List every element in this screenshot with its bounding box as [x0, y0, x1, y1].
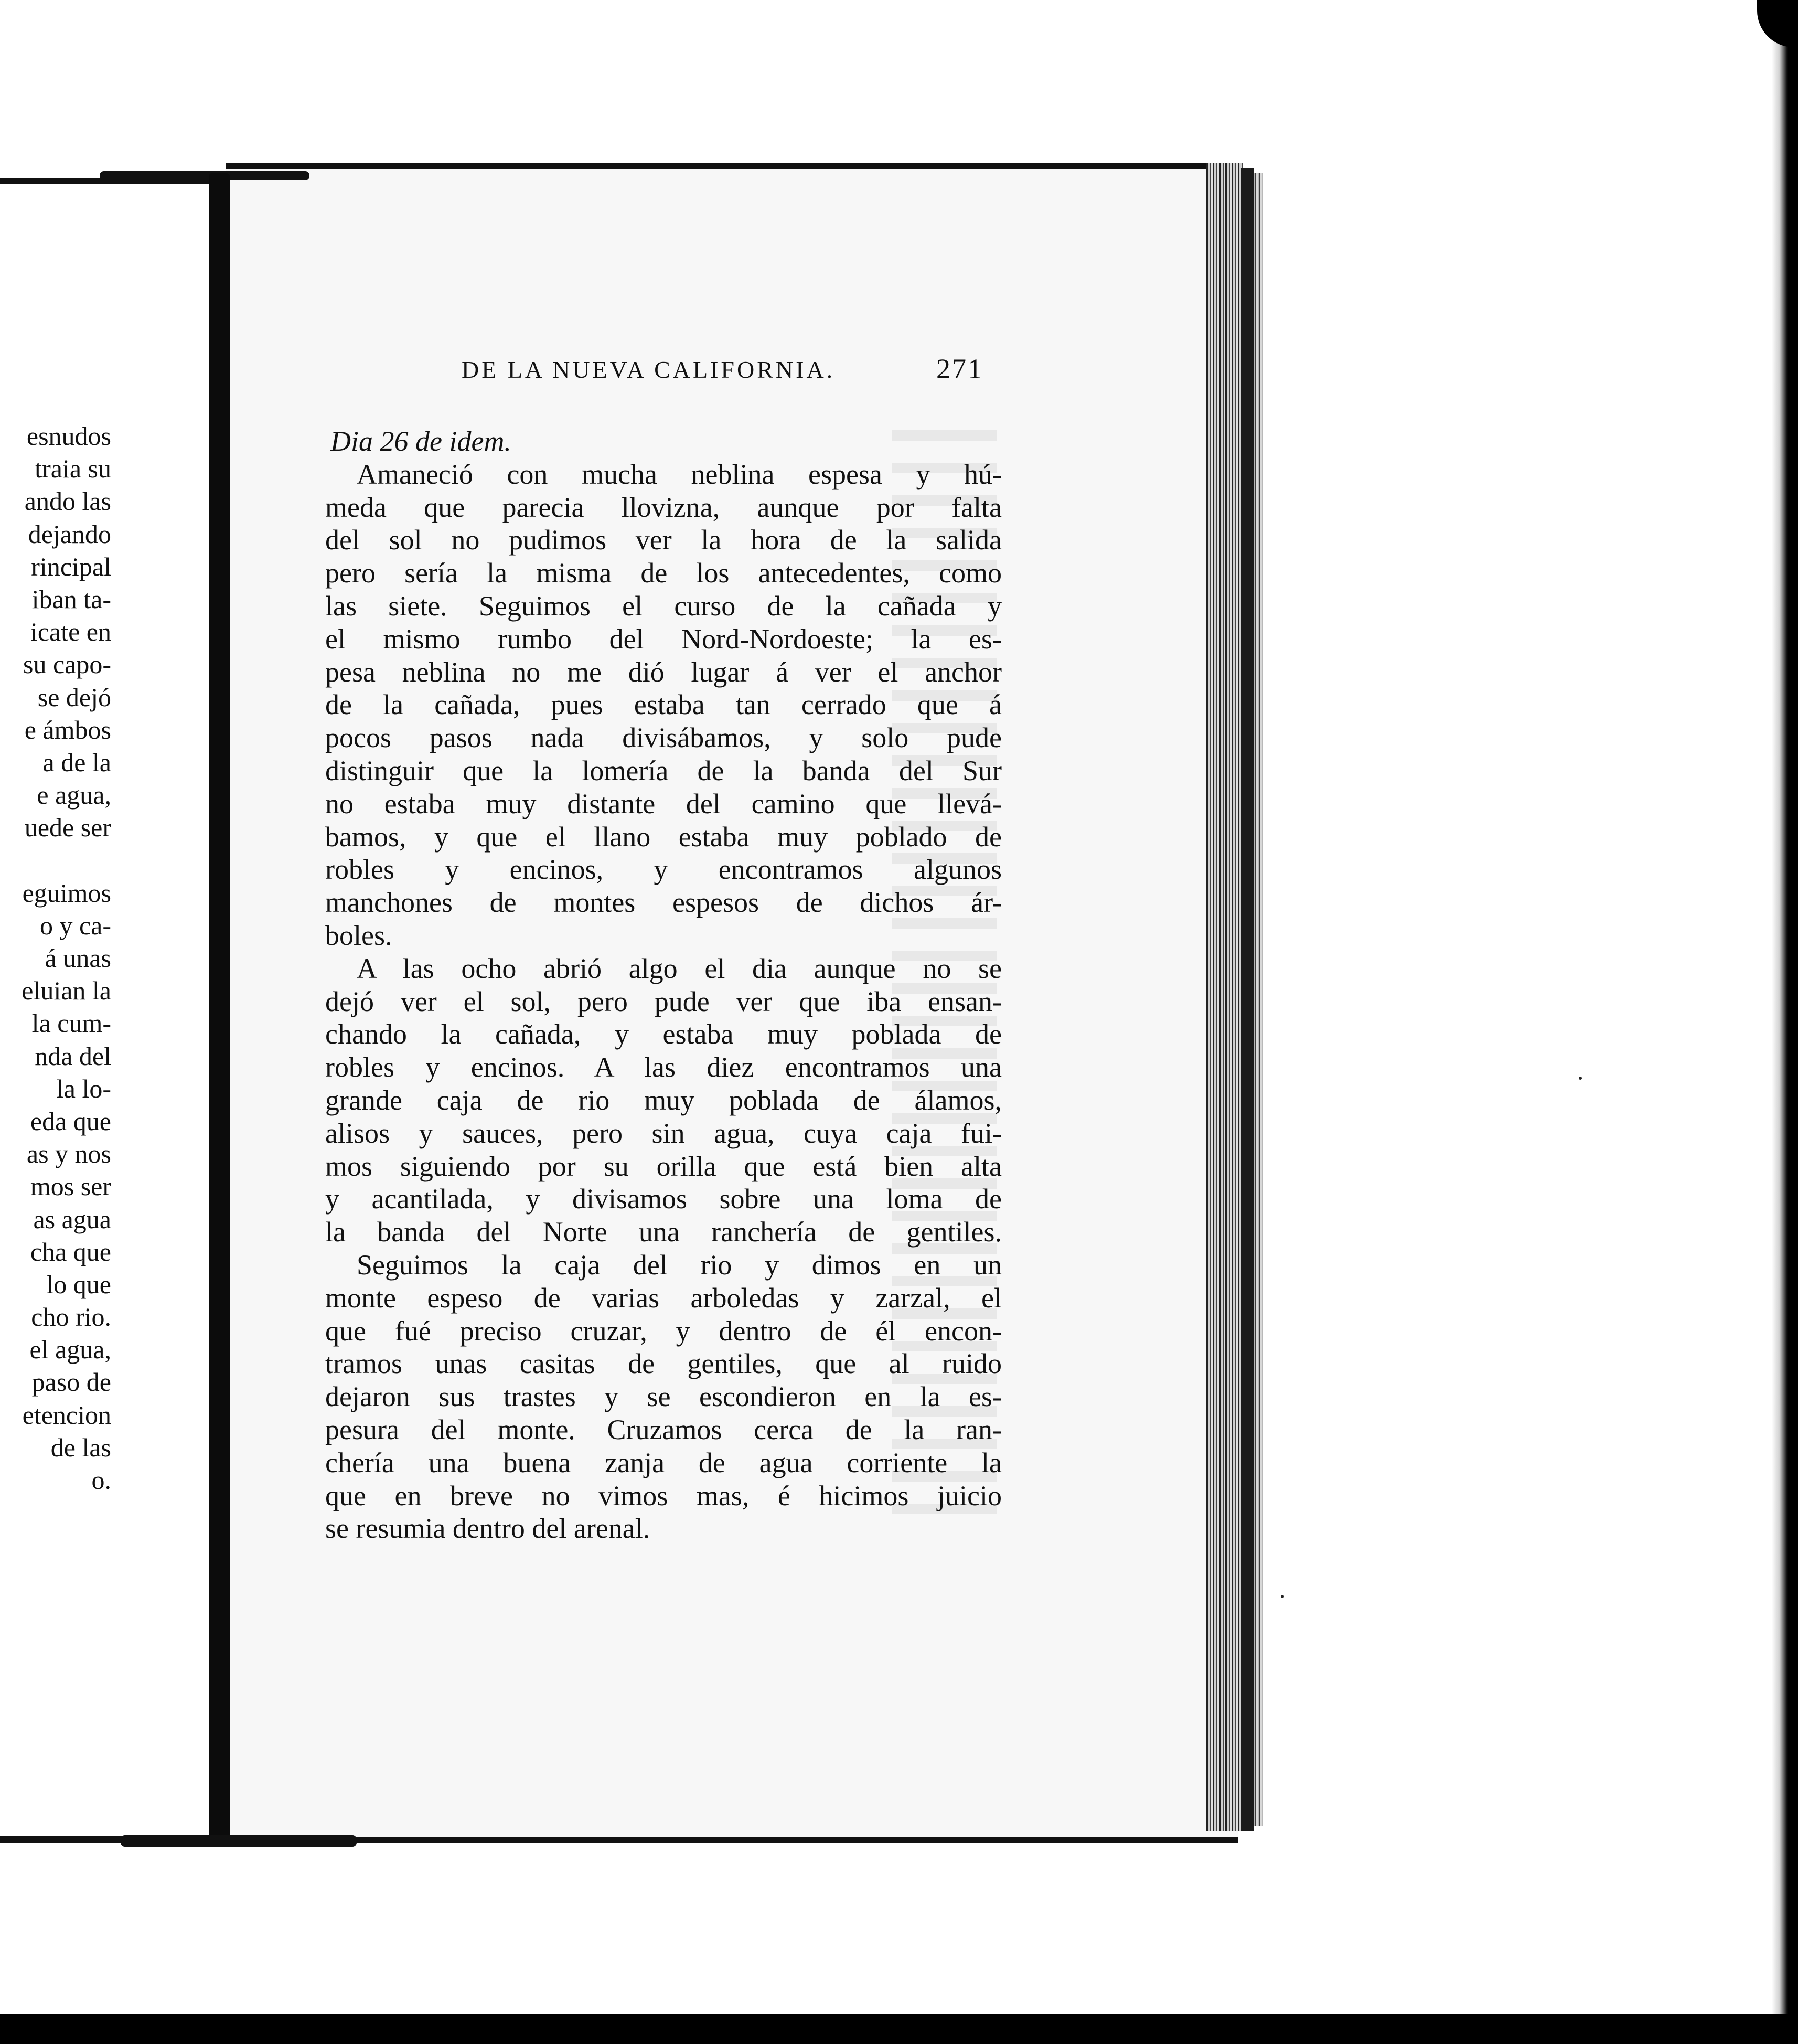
left-text-line: as y nos: [26, 1139, 111, 1169]
text-line: grande caja de rio muy poblada de álamos,: [325, 1084, 1002, 1116]
left-text-line: cho rio.: [31, 1302, 111, 1332]
text-line: chería una buena zanja de agua corriente la: [325, 1446, 1002, 1478]
left-text-line: se dejó: [37, 682, 111, 712]
text-line: que fué preciso cruzar, y dentro de él encon-: [325, 1315, 1002, 1347]
left-text-line: eda que: [30, 1106, 111, 1136]
left-text-line: icate en: [30, 617, 111, 647]
text-line: pesa neblina no me dió lugar á ver el anchor: [325, 656, 1002, 688]
text-line: monte espeso de varias arboledas y zarzal, el: [325, 1282, 1002, 1314]
left-text-line: paso de: [31, 1367, 111, 1397]
left-text-line: rincipal: [31, 551, 111, 581]
text-line: robles y encinos, y encontramos algunos: [325, 854, 1002, 886]
text-line: Seguimos la caja del rio y dimos en un: [357, 1249, 1002, 1281]
text-line: alisos y sauces, pero sin agua, cuya caja fui-: [325, 1117, 1002, 1149]
left-text-line: nda del: [35, 1041, 111, 1071]
spine-cap-top: [100, 171, 309, 180]
text-line: se resumia dentro del arenal.: [325, 1513, 650, 1545]
text-line: tramos unas casitas de gentiles, que al ruido: [325, 1348, 1002, 1380]
text-line: A las ocho abrió algo el dia aunque no se: [357, 952, 1002, 984]
left-text-line: e agua,: [37, 780, 111, 810]
text-line: manchones de montes espesos de dichos ár-: [325, 887, 1002, 919]
text-line: dejó ver el sol, pero pude ver que iba ensan-: [325, 985, 1002, 1017]
left-text-line: traia su: [35, 454, 111, 484]
dust-speck: [1281, 1595, 1284, 1598]
entry-heading: Dia 26 de idem.: [330, 425, 511, 457]
film-corner: [1757, 0, 1798, 47]
text-line: chando la cañada, y estaba muy poblada de: [325, 1018, 1002, 1050]
text-line: las siete. Seguimos el curso de la cañada y: [325, 590, 1002, 622]
text-line: robles y encinos. A las diez encontramos una: [325, 1051, 1002, 1083]
left-text-line: eluian la: [22, 976, 111, 1006]
text-line: pocos pasos nada divisábamos, y solo pude: [325, 722, 1002, 754]
text-line: boles.: [325, 919, 392, 951]
dust-speck: [1579, 1077, 1582, 1080]
text-line: pero sería la misma de los antecedentes, como: [325, 557, 1002, 589]
text-line: bamos, y que el llano estaba muy poblado de: [325, 821, 1002, 853]
left-text-line: el agua,: [29, 1335, 111, 1365]
left-text-line: ando las: [24, 486, 111, 516]
text-line: distinguir que la lomería de la banda del Sur: [325, 754, 1002, 786]
text-line: mos siguiendo por su orilla que está bien alta: [325, 1150, 1002, 1182]
text-line: no estaba muy distante del camino que llevá-: [325, 787, 1002, 819]
left-text-line: su capo-: [23, 650, 111, 679]
left-text-line: eguimos: [22, 878, 111, 908]
text-line: que en breve no vimos mas, é hicimos juicio: [325, 1479, 1002, 1511]
text-line: la banda del Norte una ranchería de gentiles.: [325, 1216, 1002, 1248]
left-text-line: de las: [50, 1432, 111, 1462]
spine-cap-bottom: [121, 1835, 357, 1847]
left-text-line: a de la: [42, 747, 111, 777]
left-text-line: la lo-: [56, 1073, 111, 1103]
left-text-line: iban ta-: [31, 584, 111, 614]
left-text-line: [0, 844, 111, 876]
left-text-line: á unas: [45, 943, 111, 973]
left-text-line: etencion: [22, 1400, 111, 1430]
page-fore-edge: [1206, 163, 1243, 1831]
running-head-title: DE LA NUEVA CALIFORNIA.: [462, 356, 836, 383]
page-number: 271: [936, 353, 983, 385]
left-text-line: la cum-: [31, 1008, 111, 1038]
left-text-line: esnudos: [26, 421, 111, 451]
left-text-line: dejando: [28, 519, 111, 549]
left-text-line: e ámbos: [24, 715, 111, 744]
text-line: pesura del monte. Cruzamos cerca de la ran-: [325, 1413, 1002, 1445]
text-line: el mismo rumbo del Nord-Nordoeste; la es-: [325, 623, 1002, 655]
left-text-line: o y ca-: [39, 910, 111, 940]
text-line: y acantilada, y divisamos sobre una loma de: [325, 1183, 1002, 1215]
left-text-line: lo que: [46, 1269, 111, 1299]
book-spine: [209, 173, 230, 1841]
text-line: dejaron sus trastes y se escondieron en la es-: [325, 1381, 1002, 1413]
fore-edge-shadow: [1241, 168, 1254, 1831]
text-line: de la cañada, pues estaba tan cerrado que á: [325, 689, 1002, 721]
body-text: [325, 425, 1002, 1545]
left-page-text: [0, 420, 111, 1496]
left-text-line: uede ser: [24, 813, 111, 843]
fore-edge-pages: [1254, 173, 1263, 1826]
left-text-line: cha que: [30, 1237, 111, 1266]
left-text-line: as agua: [33, 1204, 111, 1234]
left-text-line: mos ser: [30, 1172, 111, 1201]
left-text-line: o.: [91, 1465, 111, 1495]
film-edge-bottom: [0, 2014, 1798, 2044]
text-line: meda que parecia llovizna, aunque por falta: [325, 491, 1002, 523]
film-edge-right: [1772, 0, 1798, 2044]
text-line: del sol no pudimos ver la hora de la salida: [325, 524, 1002, 556]
text-line: Amaneció con mucha neblina espesa y hú-: [357, 458, 1002, 490]
